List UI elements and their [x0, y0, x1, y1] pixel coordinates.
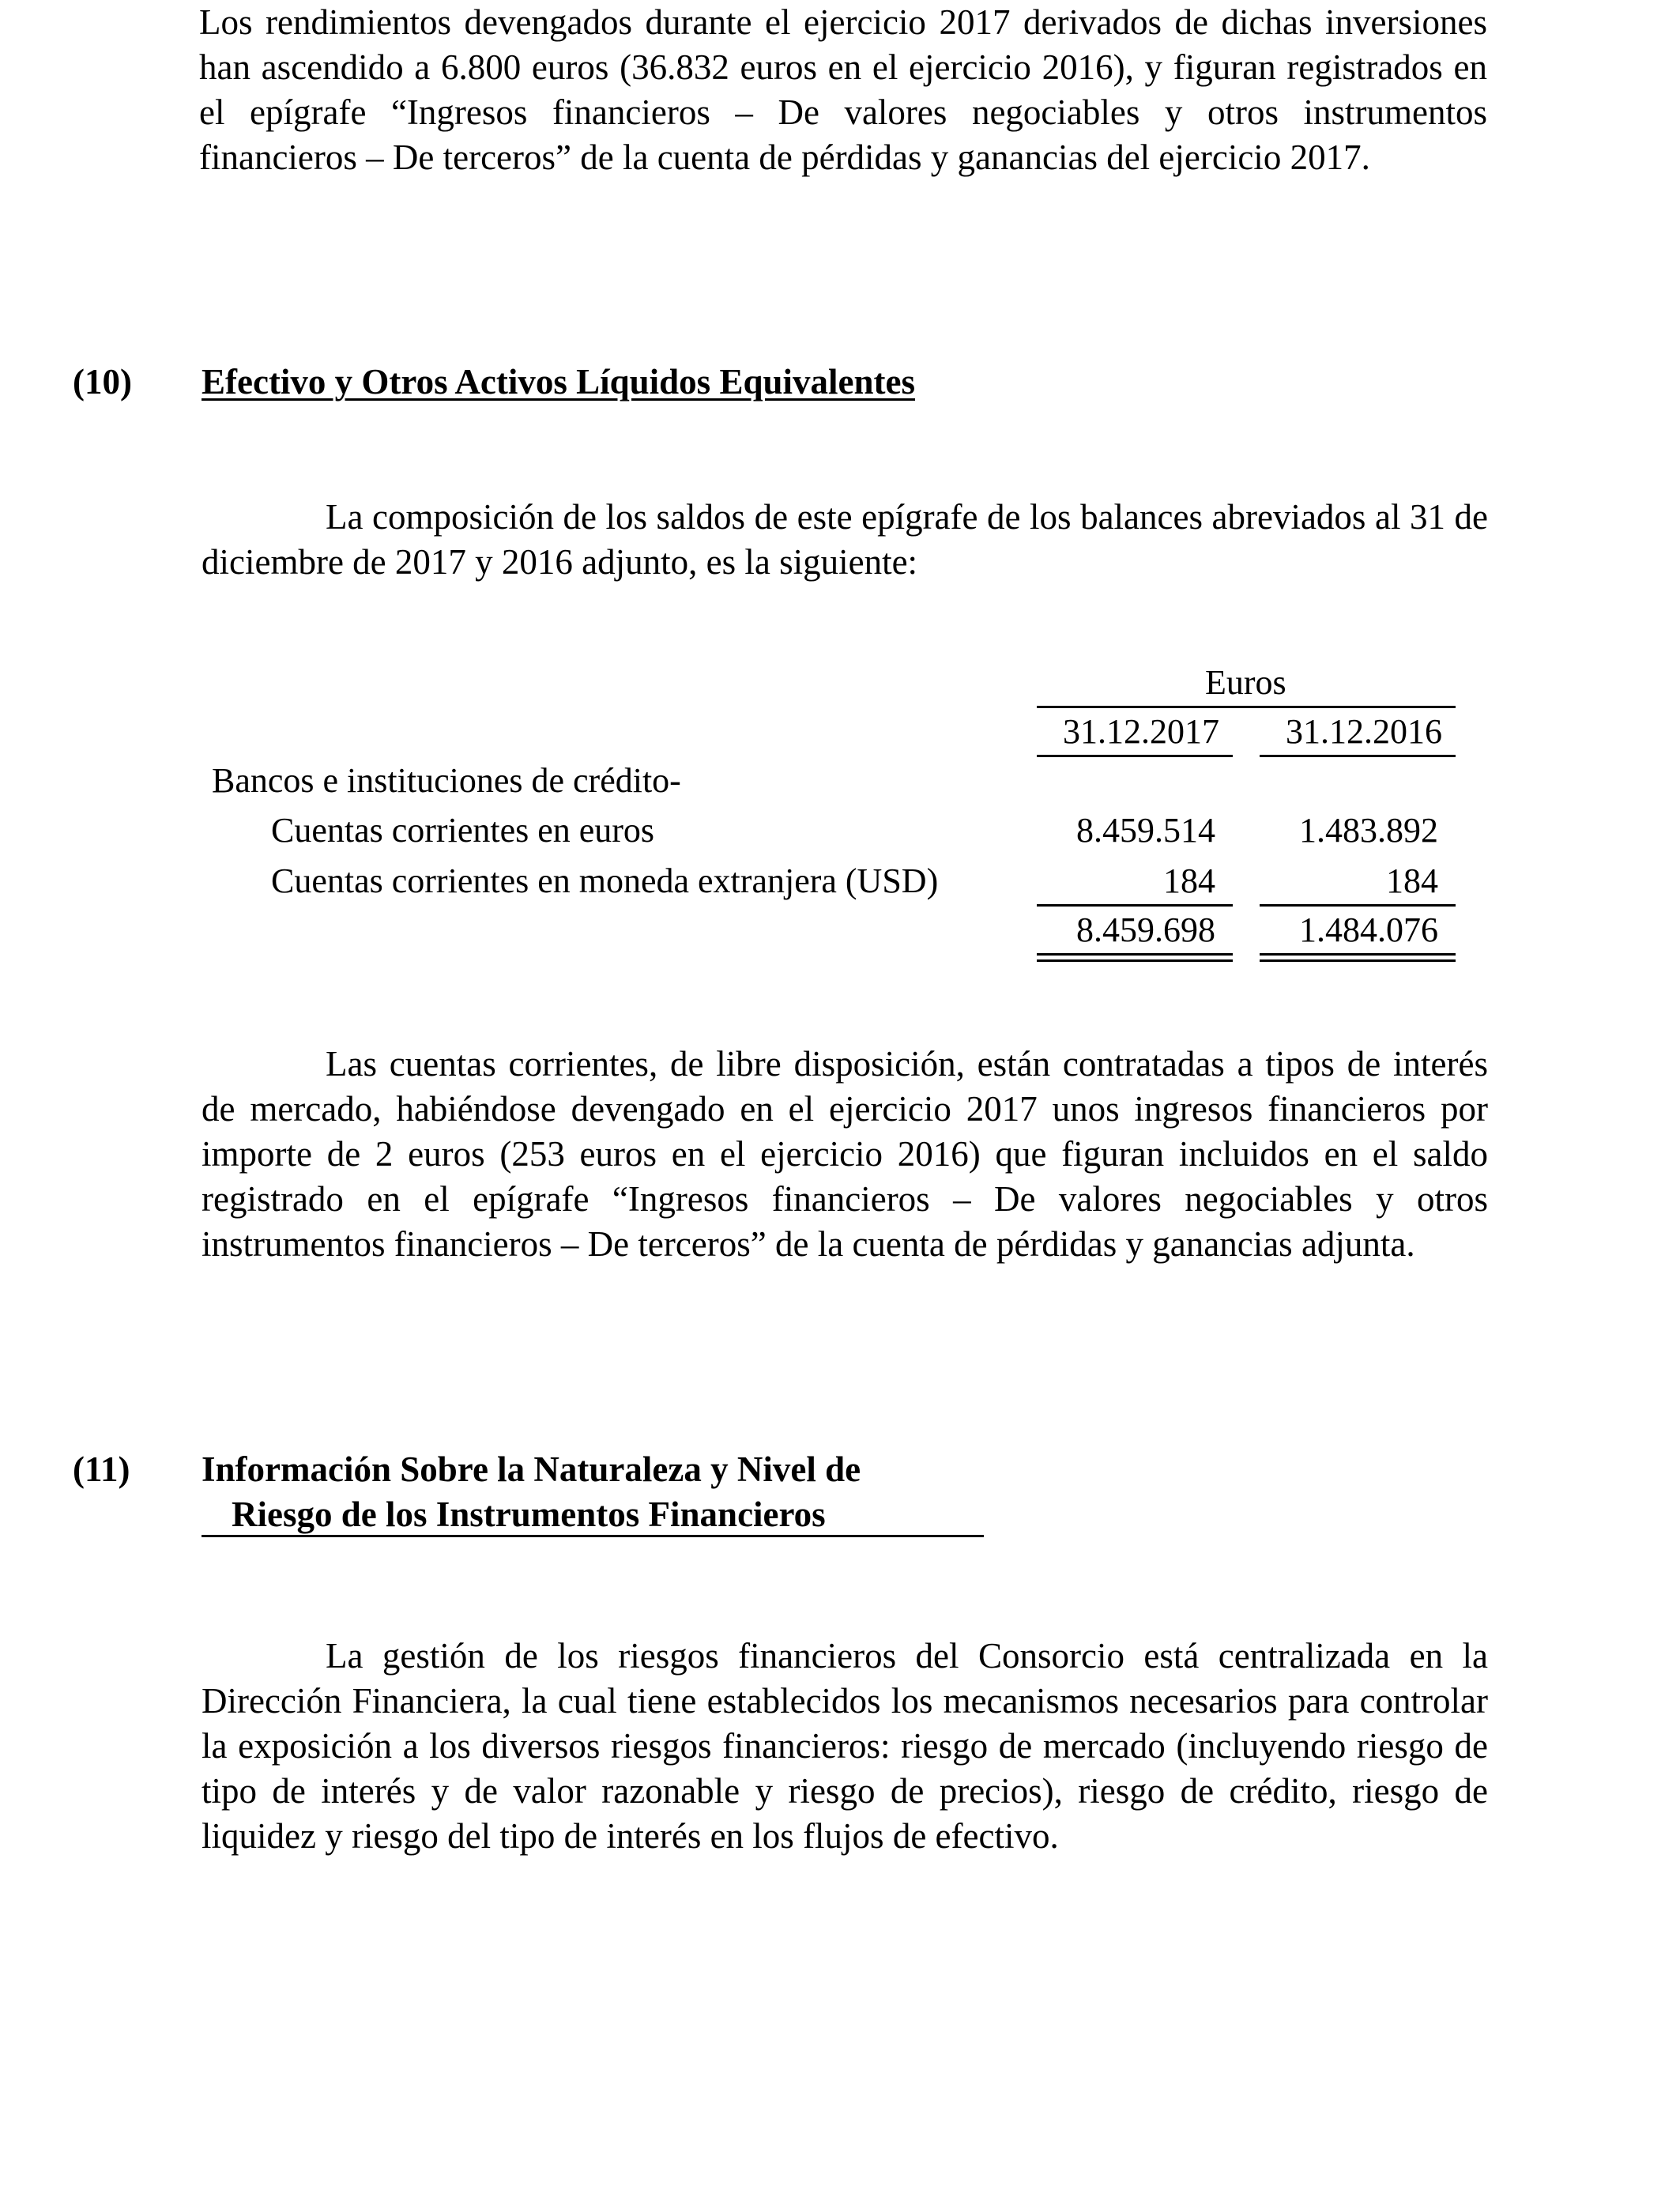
section-11-number: (11): [73, 1449, 130, 1489]
currency-header-rule: [1037, 706, 1456, 708]
section-10-title: Efectivo y Otros Activos Líquidos Equivalentes: [202, 362, 915, 401]
section-11-body: La gestión de los riesgos financieros del Consorcio está centralizada en la Dirección Financiera, la cual tiene establecidos los mecanismos necesarios para controlar la exposición a los diversos riesgos financieros: riesgo de mercado (incluyendo riesgo de tipo de interés y de valor razonable y riesgo de precios), riesgo de crédito, riesgo de liquidez y riesgo del tipo de interés en los flujos de efectivo.: [202, 1636, 1488, 1856]
section-10-number: (10): [73, 362, 132, 401]
col-header-2016-rule: [1260, 755, 1456, 757]
total-2016: 1.484.076: [1299, 910, 1438, 949]
col-header-2017-rule: [1037, 755, 1233, 757]
row-value-2016: 1.483.892: [1299, 811, 1438, 850]
col-header-2016: 31.12.2016: [1286, 712, 1442, 751]
section-10-intro: La composición de los saldos de este epígrafe de los balances abreviados al 31 de diciembre de 2017 y 2016 adjunto, es la siguiente:: [202, 497, 1488, 582]
subtotal-rule-2016: [1260, 904, 1456, 907]
total-2017: 8.459.698: [1076, 910, 1215, 949]
row-label: Cuentas corrientes en euros: [271, 811, 655, 850]
row-value-2017: 184: [1163, 861, 1215, 900]
section-10-closing: Las cuentas corrientes, de libre disposición, están contratadas a tipos de interés de mercado, habiéndose devengado en el ejercicio 2017 unos ingresos financieros por importe de 2 euros (253 euros en el ejercicio 2016) que figuran incluidos en el saldo registrado en el epígrafe “Ingresos financieros – De valores negociables y otros instrumentos financieros – De terceros” de la cuenta de pérdidas y ganancias adjunta.: [202, 1044, 1488, 1264]
section-11-title-line2: [202, 1494, 984, 1537]
section-11-title-line1: Información Sobre la Naturaleza y Nivel de: [202, 1449, 861, 1489]
row-value-2017: 8.459.514: [1076, 811, 1215, 850]
total-double-rule-2017-b: [1037, 959, 1233, 962]
currency-header: Euros: [1205, 663, 1286, 702]
section-11-title-line2-text: Riesgo de los Instrumentos Financieros: [232, 1495, 826, 1534]
total-double-rule-2016-a: [1260, 953, 1456, 956]
col-header-2017: 31.12.2017: [1063, 712, 1219, 751]
subtotal-rule-2017: [1037, 904, 1233, 907]
total-double-rule-2016-b: [1260, 959, 1456, 962]
total-double-rule-2017-a: [1037, 953, 1233, 956]
row-value-2016: 184: [1386, 861, 1438, 900]
row-label: Cuentas corrientes en moneda extranjera (USD): [271, 861, 939, 900]
paragraph-investment-returns: Los rendimientos devengados durante el ejercicio 2017 derivados de dichas inversiones han ascendido a 6.800 euros (36.832 euros en el ejercicio 2016), y figuran registrados en el epígrafe “Ingresos financieros – De valores negociables y otros instrumentos financieros – De terceros” de la cuenta de pérdidas y ganancias del ejercicio 2017.: [199, 2, 1487, 177]
group-label: Bancos e instituciones de crédito-: [212, 761, 681, 800]
